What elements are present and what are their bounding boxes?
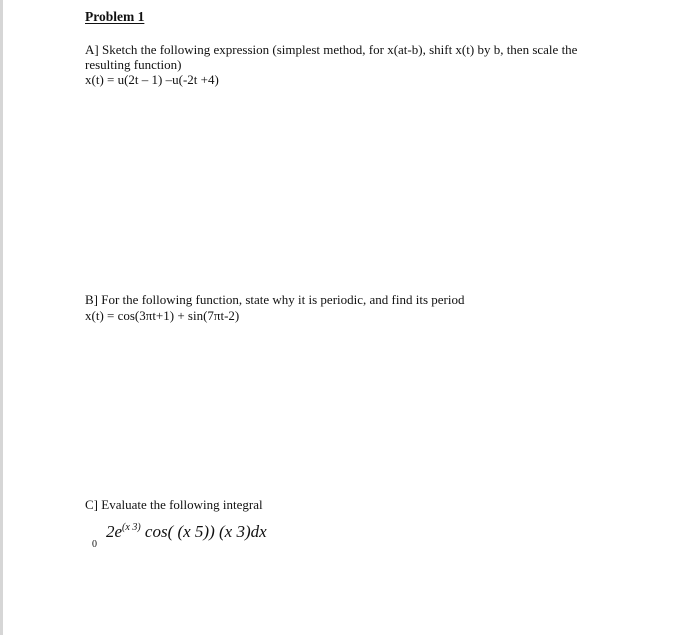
problem-title: Problem 1 (85, 9, 145, 24)
integrand-body: cos( (x 5)) (x 3)dx (140, 522, 267, 541)
integral-lower-limit: 0 (92, 539, 97, 550)
part-b-equation: x(t) = cos(3πt+1) + sin(7πt-2) (85, 308, 240, 323)
integral-expression (85, 518, 485, 558)
integrand-exponent: (x 3) (122, 522, 141, 533)
integral-integrand (106, 522, 267, 542)
part-a-prompt-line-2: resulting function) (85, 57, 182, 72)
part-a-equation: x(t) = u(2t – 1) –u(-2t +4) (85, 72, 219, 87)
part-b-prompt: B] For the following function, state why it is periodic, and find its period (85, 292, 465, 307)
integrand-coefficient: 2e (106, 522, 123, 541)
part-a-prompt-line-1: A] Sketch the following expression (simplest method, for x(at-b), shift x(t) by b, then scale the (85, 42, 578, 57)
part-c-prompt: C] Evaluate the following integral (85, 497, 263, 512)
